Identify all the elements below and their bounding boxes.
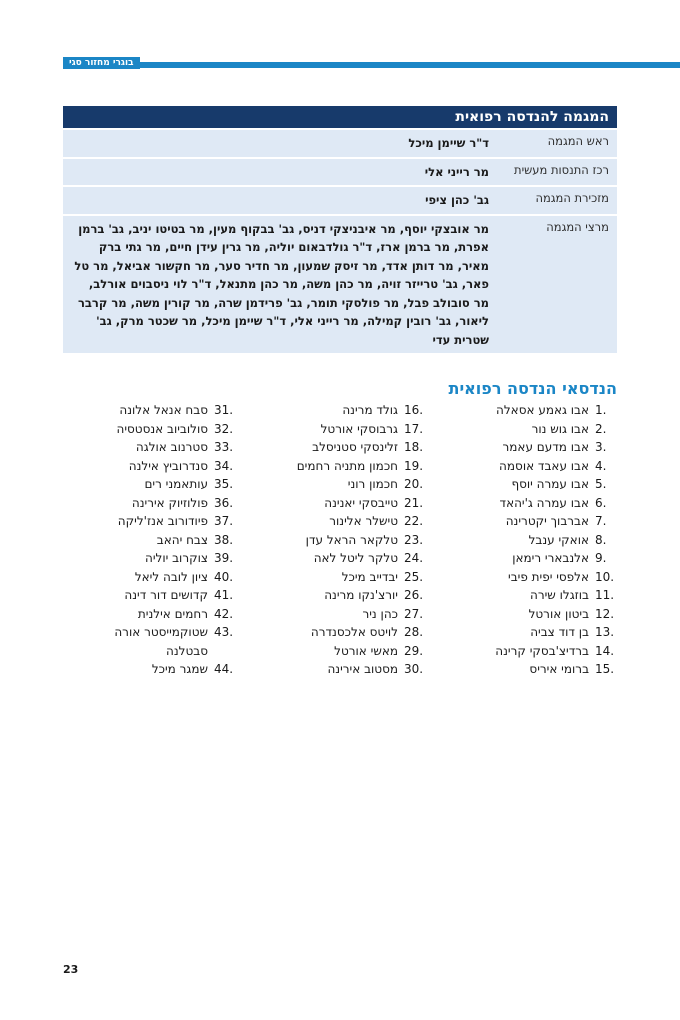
list-item-number: 16.	[404, 403, 424, 417]
list-item	[56, 512, 236, 531]
row-label: מזכירת המגמה	[497, 186, 617, 215]
graduate-name: סולוביוב אנסטסיה	[116, 421, 208, 436]
list-item	[246, 401, 426, 420]
lecturers-list: מר אובצקי יוסף, מר איבניצקי דניס, גב' בבקוף מעין, מר בטיטו יניב, גב' ברמן אפרת, מר ברמן ארז, ד"ר גולדבאום יוליה, מר גרין עידן חיים, מר גתי ברק מאיר, מר דותן אדד, מר זיסק שמעון, מר חדיר סער, מר חקשור אביאל, מר טל פאר, גב' טרייזר זויה, מר כהן משה, מר כהן מתנאל, ד"ר לוי ניסבוים אורלב, מר סובולב פבל, מר פולסקי תומר, גב' פרידמן שרה, מר קורין משה, מר קרבר ליאור, גב' רובין קמילה, מר רייני אלי, ד"ר שיימן מיכל, מר שכטר מרק, גב' שטרית עדי	[63, 215, 497, 354]
graduate-name: גרבוסקי אורטל	[320, 421, 398, 436]
list-item-number: 18.	[404, 440, 424, 454]
graduate-name: פיודורוב אנז'ליקה	[117, 514, 208, 528]
program-title-row	[63, 106, 617, 129]
graduate-name: בן דוד צביה	[530, 625, 589, 639]
row-value: ד"ר שיימן מיכל	[63, 129, 497, 158]
list-item-number: 25.	[404, 569, 424, 584]
list-item	[437, 420, 617, 439]
graduate-name: סבטלנה	[166, 643, 208, 658]
graduate-name: שטוקמייסטר אורה	[114, 625, 208, 639]
list-item	[56, 605, 236, 624]
list-item	[56, 420, 236, 439]
graduates-column-1	[437, 401, 617, 679]
graduate-name: אבו עמרה יוסף	[511, 477, 589, 491]
graduate-name: זלינסקי סטניסלב	[312, 440, 398, 454]
graduate-name: אבו עמרה ג'יהאד	[499, 495, 589, 510]
graduate-name: טישלר אלינור	[329, 514, 398, 528]
list-item-number: 4.	[595, 458, 607, 473]
page-number: 23	[63, 963, 79, 976]
list-item-number: 14.	[595, 643, 615, 658]
list-item	[246, 531, 426, 550]
row-label: מרצי המגמה	[497, 215, 617, 354]
program-title: המגמה להנדסה רפואית	[63, 106, 617, 129]
list-item	[56, 457, 236, 476]
list-item	[437, 586, 617, 605]
list-item-number: 1.	[595, 403, 607, 417]
graduate-name: סבח אנאל אלונה	[119, 403, 208, 417]
graduate-name: אלנבארי רימאן	[512, 551, 589, 565]
program-info-table	[63, 106, 617, 353]
list-item	[437, 568, 617, 587]
list-item-number: 27.	[404, 606, 424, 621]
graduate-name: יבדייב מיכל	[341, 569, 398, 584]
list-item-number: 30.	[404, 662, 424, 676]
graduate-name: יורצ'נקו מרינה	[324, 588, 398, 602]
graduate-name: לויטס אלכסנדרה	[310, 625, 398, 639]
graduates-column-3	[56, 401, 236, 679]
list-item	[437, 531, 617, 550]
graduate-name: ברדיצ'בסקי קרינה	[495, 643, 589, 658]
table-row	[63, 186, 617, 215]
list-item-number: 35.	[214, 477, 234, 491]
graduate-name: עותאמני רים	[144, 477, 208, 491]
list-item-number: 6.	[595, 495, 607, 510]
graduate-name: ביטון אורטל	[528, 606, 589, 621]
list-item	[246, 660, 426, 679]
graduate-name: אבו גאמע אסאלה	[496, 403, 589, 417]
list-item	[437, 642, 617, 661]
list-item-number: 7.	[595, 514, 607, 528]
list-item	[246, 623, 426, 642]
list-item	[56, 660, 236, 679]
list-item-number: 12.	[595, 606, 615, 621]
list-item-number: 23.	[404, 532, 424, 547]
list-item-number: 13.	[595, 625, 615, 639]
list-item	[437, 401, 617, 420]
list-item	[246, 438, 426, 457]
list-item-number: 21.	[404, 495, 424, 510]
row-value: מר רייני אלי	[63, 158, 497, 187]
list-item-number: 24.	[404, 551, 424, 565]
list-item	[437, 457, 617, 476]
list-item	[246, 420, 426, 439]
graduate-name: טלקאר הראל עדן	[305, 532, 398, 547]
list-item-number: 28.	[404, 625, 424, 639]
graduate-name: ברומי איריס	[529, 662, 589, 676]
list-item	[56, 623, 236, 642]
list-item	[437, 512, 617, 531]
list-item	[56, 642, 236, 661]
graduate-name: קדושים דור דינה	[124, 588, 208, 602]
graduate-name: פולוזיוק אירינה	[131, 495, 208, 510]
list-item	[56, 438, 236, 457]
graduate-name: אבו עאבד אוסמה	[499, 458, 589, 473]
list-item-number: 9.	[595, 551, 607, 565]
graduate-name: טייבסקי יאנינה	[324, 495, 398, 510]
graduate-name: שמגר מיכל	[151, 662, 208, 676]
list-item	[246, 457, 426, 476]
list-item-number: 15.	[595, 662, 615, 676]
list-item-number: 39.	[214, 551, 234, 565]
table-row	[63, 215, 617, 354]
list-item	[56, 549, 236, 568]
graduate-name: חכמון רוני	[347, 477, 398, 491]
list-item	[246, 512, 426, 531]
list-item-number: 38.	[214, 532, 234, 547]
list-item-number: 5.	[595, 477, 607, 491]
graduate-name: מאשי אורטל	[334, 643, 398, 658]
list-item-number: 8.	[595, 532, 607, 547]
header-bar	[63, 62, 680, 68]
section-tab: בוגרי מחזור סגי	[63, 57, 140, 69]
list-item	[246, 475, 426, 494]
list-item	[246, 568, 426, 587]
graduate-name: אלפסי יפית פיבי	[508, 569, 589, 584]
list-item-number: 22.	[404, 514, 424, 528]
list-item	[56, 586, 236, 605]
table-row	[63, 129, 617, 158]
graduate-name: סטרנוב אולגה	[135, 440, 208, 454]
list-item	[437, 494, 617, 513]
list-item-number: 40.	[214, 569, 234, 584]
list-item-number: 42.	[214, 606, 234, 621]
list-item-number: 44.	[214, 662, 234, 676]
graduate-name: כהן ניר	[362, 606, 398, 621]
list-item-number: 31.	[214, 403, 234, 417]
list-item	[246, 605, 426, 624]
graduate-name: בוזגלו שירה	[529, 588, 589, 602]
list-item-number: 11.	[595, 588, 615, 602]
list-item-number: 36.	[214, 495, 234, 510]
list-item-number: 26.	[404, 588, 424, 602]
list-item	[246, 494, 426, 513]
graduate-name: צוקרוב יוליה	[145, 551, 208, 565]
list-item	[56, 401, 236, 420]
list-item	[56, 494, 236, 513]
list-item	[437, 605, 617, 624]
graduate-name: מסטוב אירינה	[327, 662, 398, 676]
graduate-name: סנדרוביץ אילנה	[128, 458, 208, 473]
list-item	[437, 660, 617, 679]
graduate-name: אבו מדעם עאמר	[502, 440, 589, 454]
list-item	[56, 475, 236, 494]
list-item	[437, 549, 617, 568]
graduate-name: רחמים אילנית	[137, 606, 208, 621]
list-item-number: 34.	[214, 458, 234, 473]
list-item	[437, 475, 617, 494]
graduate-name: חכמון מתניה רחמים	[296, 458, 398, 473]
list-item	[56, 568, 236, 587]
graduate-name: צבח יהאב	[156, 532, 208, 547]
list-item-number: 33.	[214, 440, 234, 454]
graduates-heading: הנדסאי הנדסה רפואית	[448, 379, 617, 398]
list-item-number: 3.	[595, 440, 607, 454]
list-item	[246, 586, 426, 605]
graduates-column-2	[246, 401, 426, 679]
list-item-number: 37.	[214, 514, 234, 528]
graduate-name: גולד מרינה	[342, 403, 398, 417]
list-item-number: 41.	[214, 588, 234, 602]
row-label: ראש המגמה	[497, 129, 617, 158]
list-item	[437, 438, 617, 457]
list-item	[56, 531, 236, 550]
list-item	[437, 623, 617, 642]
list-item-number: 17.	[404, 421, 424, 436]
graduate-name: טלקר ליטל לאה	[313, 551, 398, 565]
list-item-number: 32.	[214, 421, 234, 436]
graduate-name: ציון לובה ליאל	[134, 569, 208, 584]
row-label: רכז התנסות מעשית	[497, 158, 617, 187]
graduate-name: אבו גוש נור	[531, 421, 589, 436]
row-value: גב' כהן ציפי	[63, 186, 497, 215]
list-item-number: 2.	[595, 421, 607, 436]
list-item	[246, 549, 426, 568]
graduate-name: אברבוך יקטרינה	[505, 514, 589, 528]
list-item-number: 29.	[404, 643, 424, 658]
graduate-name: אואקי ענבל	[528, 532, 589, 547]
table-row	[63, 158, 617, 187]
list-item-number: 43.	[214, 625, 234, 639]
list-item-number: 20.	[404, 477, 424, 491]
list-item-number: 19.	[404, 458, 424, 473]
list-item	[246, 642, 426, 661]
list-item-number: 10.	[595, 569, 615, 584]
